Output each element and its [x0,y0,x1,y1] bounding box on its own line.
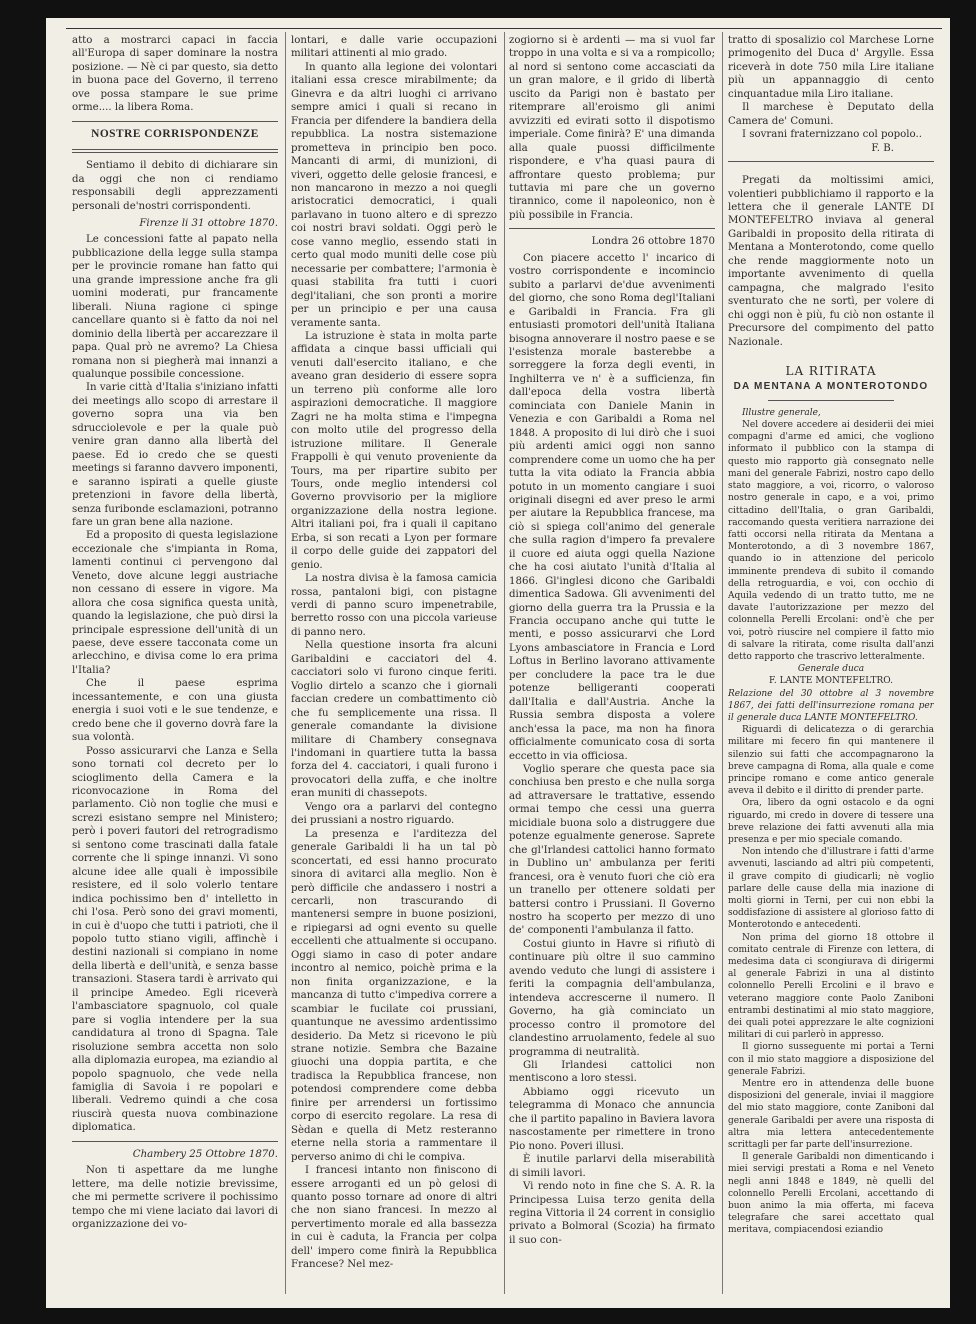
section-rule [509,228,715,229]
signature-title: Generale duca [797,664,865,675]
section-rule [728,161,934,162]
paragraph: Non prima del giorno 18 ottobre il comitato centrale di Firenze con lettera, di medesima data ci scongiurava di dirigermi al generale Fabrizi in una al distinto colonnello Perelli Ercolini e il bravo e veterano maggiore conte Paolo Zaniboni entrambi destinatimi al mio stato maggiore, dei quali potei apprezzare le alte cognizioni militari di cui parlerò in appresso. [728,932,934,1041]
paragraph: Vi rendo noto in fine che S. A. R. la Principessa Luisa terzo genita della regina Vittoria il 24 corrent in consiglio privato a Bolmoral (Scozia) ha firmato il suo con- [509,1181,715,1246]
newspaper-page [46,18,950,1308]
column-3 [509,34,715,1292]
paragraph: I sovrani fraternizzano col popolo.. [742,129,922,141]
paragraph: Non ti aspettare da me lunghe lettere, ma delle notizie brevissime, che mi permette scrivere il pochissimo tempo che mi viene laciato dai lavori di organizzazione dei vo- [72,1165,278,1231]
paragraph: Il giorno susseguente mi portai a Terni con il mio stato maggiore a disposizione del generale Fabrizi. [728,1042,934,1077]
column-4 [728,34,934,1292]
signature: F. LANTE MONTEFELTRO. [769,676,893,687]
paragraph: Ed a proposito di questa legislazione eccezionale che s'impianta in Roma, lamenti continui ci pervengono dal Veneto, dove alcune leggi austriache non cessano di essere in vigore. Ma allora che cosa significa questa unità, quando la legislazione, che può dirsi la principale espressione dell'unità di un paese, deve essere tacconata come un arlecchino, e divisa come lo era prima l'Italia? [72,530,278,676]
paragraph: Pregati da moltissimi amici, volentieri pubblichiamo il rapporto e la lettera che il generale LANTE DI MONTEFELTRO inviava al general Garibaldi in proposito della ritirata di Mentana a Monterotondo, come quello che rende maggiormente noto un importante avvenimento di quella campagna, che malgrado l'esito sventurato che ne sortì, per volere di chi oggi non è più, fu ciò non ostante il Precursore del compimento del patto Nazionale. [728,175,934,348]
paragraph: In quanto alla legione dei volontari italiani essa cresce mirabilmente; da Ginevra e da altri luoghi ci arrivano sempre amici i quali si recano in Francia per difendere la bandiera della repubblica. La nostra sistemazione prometteva in principio ben poco. Mancanti di armi, di munizioni, di viveri, oggetto delle gelosie francesi, e non mancarono in mezzo a noi quegli aristocratici democratici, i quali parlavano in tuono altero e di sprezzo coi nostri bravi soldati. Oggi però le cose vanno meglio, essendo stati in certo qual modo muniti delle cose più necessarie per combattere; l'armonia è quasi stabilita fra tutti i cuori degl'italiani, che son pronti a morire per un principio e per una causa veramente santa. [291,61,497,329]
top-rule [66,28,942,29]
article-title: LA RITIRATA [785,363,877,378]
paragraph: Costui giunto in Havre si rifiutò di continuare più oltre il suo cammino avendo veduto che lungi di assistere i feriti la compagnia dell'ambulanza, intendeva accrescerne il numero. Il Governo, ha già cominciato un processo contro il promotore del clandestino arruolamento, fedele al suo programma di neutralità. [509,938,715,1058]
paragraph: Che il paese esprima incessantemente, e con una giusta energia i suoi voti e le sue tendenze, e credo bene che il governo dovrà fare la sua volontà. [72,678,278,744]
paragraph: Il marchese è Deputato della Camera de' Comuni. [728,102,934,127]
column-2 [291,34,497,1292]
paragraph: zogiorno si è ardenti — ma si vuol far troppo in una volta e si va a rompicollo; al nord si sentono come accasciati da un gran malore, e il grido di libertà uscito da Parigi non è bastato per ritemprare all'eroismo gli animi avvizziti ed evirati sotto il dispotismo imperiale. Come finirà? E' una dimanda alla quale puossi difficilmente rispondere, e v'ha quasi paura di affrontare questo problema; pur tuttavia mi pare che un governo tirannico, come il napoleonico, non è più possibile in Francia. [509,35,715,221]
paragraph: Abbiamo oggi ricevuto un telegramma di Monaco che annuncia che il partito papalino in Baviera lavora nascostamente per rimettere in trono Pio nono. Poveri illusi. [509,1086,715,1152]
paragraph: Vengo ora a parlarvi del contegno dei prussiani a nostro riguardo. [291,801,497,827]
column-rule [504,32,505,1294]
report-title: Relazione del 30 ottobre al 3 novembre 1867, dei fatti dell'insurrezione romana per il generale duca LANTE MONTEFELTRO. [728,688,934,723]
paragraph: tratto di sposalizio col Marchese Lorne primogenito del Duca d' Argylle. Essa riceverà in dote 750 mila Lire italiane più un appannaggio di cento cinquantadue mila Liro italiane. [728,35,934,100]
signature: F. B. [871,142,894,154]
dateline: Chambery 25 Ottobre 1870. [132,1148,278,1160]
paragraph: Con piacere accetto l' incarico di vostro corrispondente e incomincio subito a parlarvi de'due avvenimenti del giorno, che sono Roma degl'Italiani e Garibaldi in Francia. Fra gli entusiasti promotori dell'unità Italiana bisogna annoverare il nostro paese e se l'esistenza morale basterebbe a sorreggere la forza degli eventi, in Inghilterra ve n' è a sufficienza, fin dall'epoca della vostra libertà cominciata con Daniele Manin in Venezia e con Garibaldi a Roma nel 1848. A proposito di lui dirò che i suoi più ardenti amici oggi non sanno comprendere come un uomo che ha per tutta la vita odiato la Francia abbia potuto in un momento cangiare i suoi originali disegni ed aver preso le armi per aiutare la Repubblica francese, ma ciò si spiega coll'animo del generale che sulla ragion d'impero fa prevalere il cuore ed aiuta oggi quella Nazione che ha cosi aiutato l'unità d'Italia al 1866. Gl'inglesi dicono che Garibaldi dimentica Sadowa. Gli avvenimenti del giorno della guerra tra la Prussia e la Francia occupano anche qui tutte le menti, e posso assicurarvi che Lord Lyons ambasciatore in Francia e Lord Loftus in Berlino lavorano attivamente per concludere la pace tra le due potenze belligeranti cooperati dall'Italia e dall'Austria. Anche la Russia sembra disposta a volere anch'essa la pace, ma non ha finora officialmente comunicato cosa di sorta eccetto in via officiosa. [509,252,715,762]
paragraph: Posso assicurarvi che Lanza e Sella sono tornati col decreto per lo scioglimento della Camera e la riconvocazione in Roma del parlamento. Ciò non toglie che musi e screzi esistano sempre nel Ministero; però i poveri fautori del retrogradismo si sentono come trascinati dalla fatale corrente che li spinge innanzi. Vi sono alcune idee alle quali è impossibile resistere, ed il solo volerlo tentare indica pochissimo ben d' intelletto in chi l'osa. Però sono dei gravi momenti, in cui è d'uopo che tutti i patrioti, che il popolo tutto stiano vigili, affinchè i destini nazionali si compiano in nome della libertà e dell'unità, e senza basse transazioni. Stasera tardi è arrivato qui il principe Amedeo. Egli riceverà l'ambasciatore spagnuolo, col quale pare si voglia intendere per la sua candidatura al trono di Spagna. Tale risoluzione sembra accetta non solo alla diplomazia europea, ma eziandio al popolo spagnuolo, che vede nella famiglia di Savoia i re popolari e liberali. Vedremo quindi a che cosa riuscirà questa nuova combinazione diplomatica. [72,745,278,1134]
paragraph: lontari, e dalle varie occupazioni militari attinenti al mio grado. [291,35,497,60]
paragraph: atto a mostrarci capaci in faccia all'Europa di saper dominare la nostra posizione. — Nè ci par questo, sia detto in buona pace del Governo, il terreno ove possa stampare le sue prime orme.... la libera Roma. [72,35,278,114]
paragraph: Mentre ero in attendenza delle buone disposizioni del generale, inviai il maggiore del mio stato maggiore, conte Zaniboni dal generale Garibaldi per avere una risposta di altra mia lettera antecedentemente scrittagli per far parte dell'insurrezione. [728,1079,934,1151]
section-heading: NOSTRE CORRISPONDENZE [91,127,259,140]
paragraph: Non intendo che d'illustrare i fatti d'arme avvenuti, lasciando ad altri più competenti, il grave compito di giudicarli; nè voglio parlare delle cause della mia inazione di molti giorni in Terni, per cui non ebbi la soddisfazione di assistere al glorioso fatto di Monterotondo e antecedenti. [728,847,934,931]
paragraph: Nella questione insorta fra alcuni Garibaldini e cacciatori del 4. cacciatori solo vi furono cinque feriti. Voglio dirtelo a scanzo che i giornali faccian credere un combattimento ciò che fu semplicemente una rissa. Il generale comandante la divisione militare di Chambery consegnava l'indomani in quartiere tutta la bassa forza del 4. cacciatori, i quali furono i provocatori della zuffa, e che inoltre eran muniti di chassepots. [291,640,497,800]
section-rule [72,121,278,122]
paragraph: È inutile parlarvi della miserabilità di simili lavori. [509,1154,715,1179]
paragraph: Riguardi di delicatezza o di gerarchia militare mi fecero fin qui mantenere il silenzio sui fatti che accompagnarono la breve campagna di Roma, alla quale e come principe romano e come antico generale aveva il debito e il diritto di prender parte. [728,725,934,797]
paragraph: La nostra divisa è la famosa camicia rossa, pantaloni bigi, con pistagne verdi di panno scuro impenetrabile, berretto rosso con una piccola varieuse di panno nero. [291,573,497,638]
paragraph: Nel dovere accedere ai desiderii dei miei compagni d'arme ed amici, che vogliono informato il pubblico con la stampa di questo mio rapporto già consegnato nelle mani del generale Fabrizi, nostro capo dello stato maggiore, a voi, ricorro, o valoroso nostro generale in capo, e a voi, primo cittadino dell'Italia, o gran Garibaldi, raccomando questa veritiera narrazione dei fatti occorsi nella ritirata da Mentana a Monterotondo, a dì 3 novembre 1867, quando io in attenzione del pericolo imminente prendeva di subito il comando della retroguardia, e voi, con occhio di Aquila vedendo di un tratto tutto, me ne davate l'autorizzazione per mezzo del colonnella Perelli Ercolani: ond'è che per voi, potrò riuscire nel compiere il fatto mio di salvare la ritirata, come risulta dall'anzi detto rapporto che trascrivo letteralmente. [728,420,934,662]
salutation: Illustre generale, [742,407,821,418]
dateline: Firenze li 31 ottobre 1870. [139,217,278,229]
disclaimer: Sentiamo il debito di dichiarare sin da oggi che non ci rendiamo responsabili degli apprezzamenti personali de'nostri corrispondenti. [72,160,278,212]
paragraph: La istruzione è stata in molta parte affidata a cinque bassi ufficiali qui venuti dall'esercito italiano, e che aveano gran desiderio di essere sopra un terreno più conforme alle loro aspirazioni democratiche. Il maggiore Zagri ne ha molta stima e l'impegna con molto utile del progresso della istruzione militare. Il Generale Frappolli è qui venuto proveniente da Tours, ma per ripartire subito per Tours, onde meglio intendersi col Governo provvisorio per la migliore organizzazione della nostra legione. Altri italiani poi, fra i quali il capitano Erba, si son recati a Lyon per formare il corpo delle guide dei zappatori del genio. [291,330,497,571]
section-rule [72,149,278,153]
section-rule [72,1141,278,1142]
column-1 [72,34,278,1292]
paragraph: Voglio sperare che questa pace sia conchiusa ben presto e che nulla sorga ad attraversare le trattative, essendo ormai tempo che cessi una guerra micidiale buona solo a distruggere due potenze egualmente generose. Saprete che gl'Irlandesi cattolici hanno formato in Dublino un' ambulanza per feriti francesi, ora è venuto fuori che ciò era un tranello per ottenere soldati per battersi contro i Prussiani. Il Governo nostro ha scoperto per mezzo di uno de' componenti l'ambulanza il fatto. [509,764,715,937]
paragraph: Le concessioni fatte al papato nella pubblicazione della legge sulla stampa per le provincie romane han fatto qui una grande impressione anche fra gli uomini moderati, pur francamente liberali. Niuna ragione ci spinge cancellare quanto si è fatto da noi nel dominio della libertà per accarezzare il papa. Qual prò ne avremo? La Chiesa romana non si piegherà mai innanzi a qualunque possibile concessione. [72,234,278,380]
paragraph: I francesi intanto non finiscono di essere arroganti ed un pò gelosi di quanto posso tornare ad onore di altri che non siano francesi. In mezzo al pervertimento morale ed alla bassezza in cui è caduta, la Francia per colpa dell' impero come finirà la Repubblica Francese? Nel mez- [291,1165,497,1271]
dateline: Londra 26 ottobre 1870 [591,236,715,248]
paragraph: Ora, libero da ogni ostacolo e da ogni riguardo, mi credo in dovere di tessere una breve relazione dei fatti avvenuti alla mia presenza e per mio speciale comando. [728,798,934,845]
column-rule [722,32,723,1294]
paragraph: In varie città d'Italia s'iniziano infatti dei meetings allo scopo di arrestare il governo sopra una via ben sdrucciolevole e per la quale può venire gran danno alla libertà del paese. Ed io credo che se questi meetings si faranno davvero imponenti, e saranno ispirati a quelle giuste pretenzioni in favore della libertà, senza furibonde esclamazioni, potranno fare un gran bene alla nazione. [72,382,278,528]
article-subtitle: DA MENTANA A MONTEROTONDO [733,381,929,393]
paragraph: La presenza e l'arditezza del generale Garibaldi li ha un tal pò sconcertati, ed essi hanno procurato sinora di avitarci alla meglio. Non è però difficile che andassero i nostri a cercarli, non trascurando di mantenersi sempre in buone posizioni, e ripiegarsi ad ogni evento su quelle eccellenti che attualmente si occupano. Oggi siamo in caso di poter andare incontro al nemico, poichè prima e la non finita organizzazione, e la mancanza di tutto c'impediva correre a scambiar le fucilate coi prussiani, quantunque ne avessimo ardentissimo desiderio. Da Metz si ricevono le più strane notizie. Sembra che Bazaine giuochi una doppia partita, e che tradisca la Repubblica francese, non potendosi comprendere come debba finire per arrendersi un fortissimo corpo di esercito regolare. La resa di Sèdan e quella di Metz resteranno eterne nella storia a rammentare il perverso animo di chi le compiva. [291,828,497,1163]
paragraph: Gli Irlandesi cattolici non mentiscono a loro stessi. [509,1059,715,1085]
section-rule [768,400,894,401]
column-rule [285,32,286,1294]
paragraph: Il generale Garibaldi non dimenticando i miei servigi prestati a Roma e nel Veneto negli anni 1848 e 1849, nè quelli del colonnello Perelli Ercolani, accettando di buon animo la mia offerta, mi faceva telegrafare che sarei accettato qual meritava, compiacendosi eziandio [728,1152,934,1236]
